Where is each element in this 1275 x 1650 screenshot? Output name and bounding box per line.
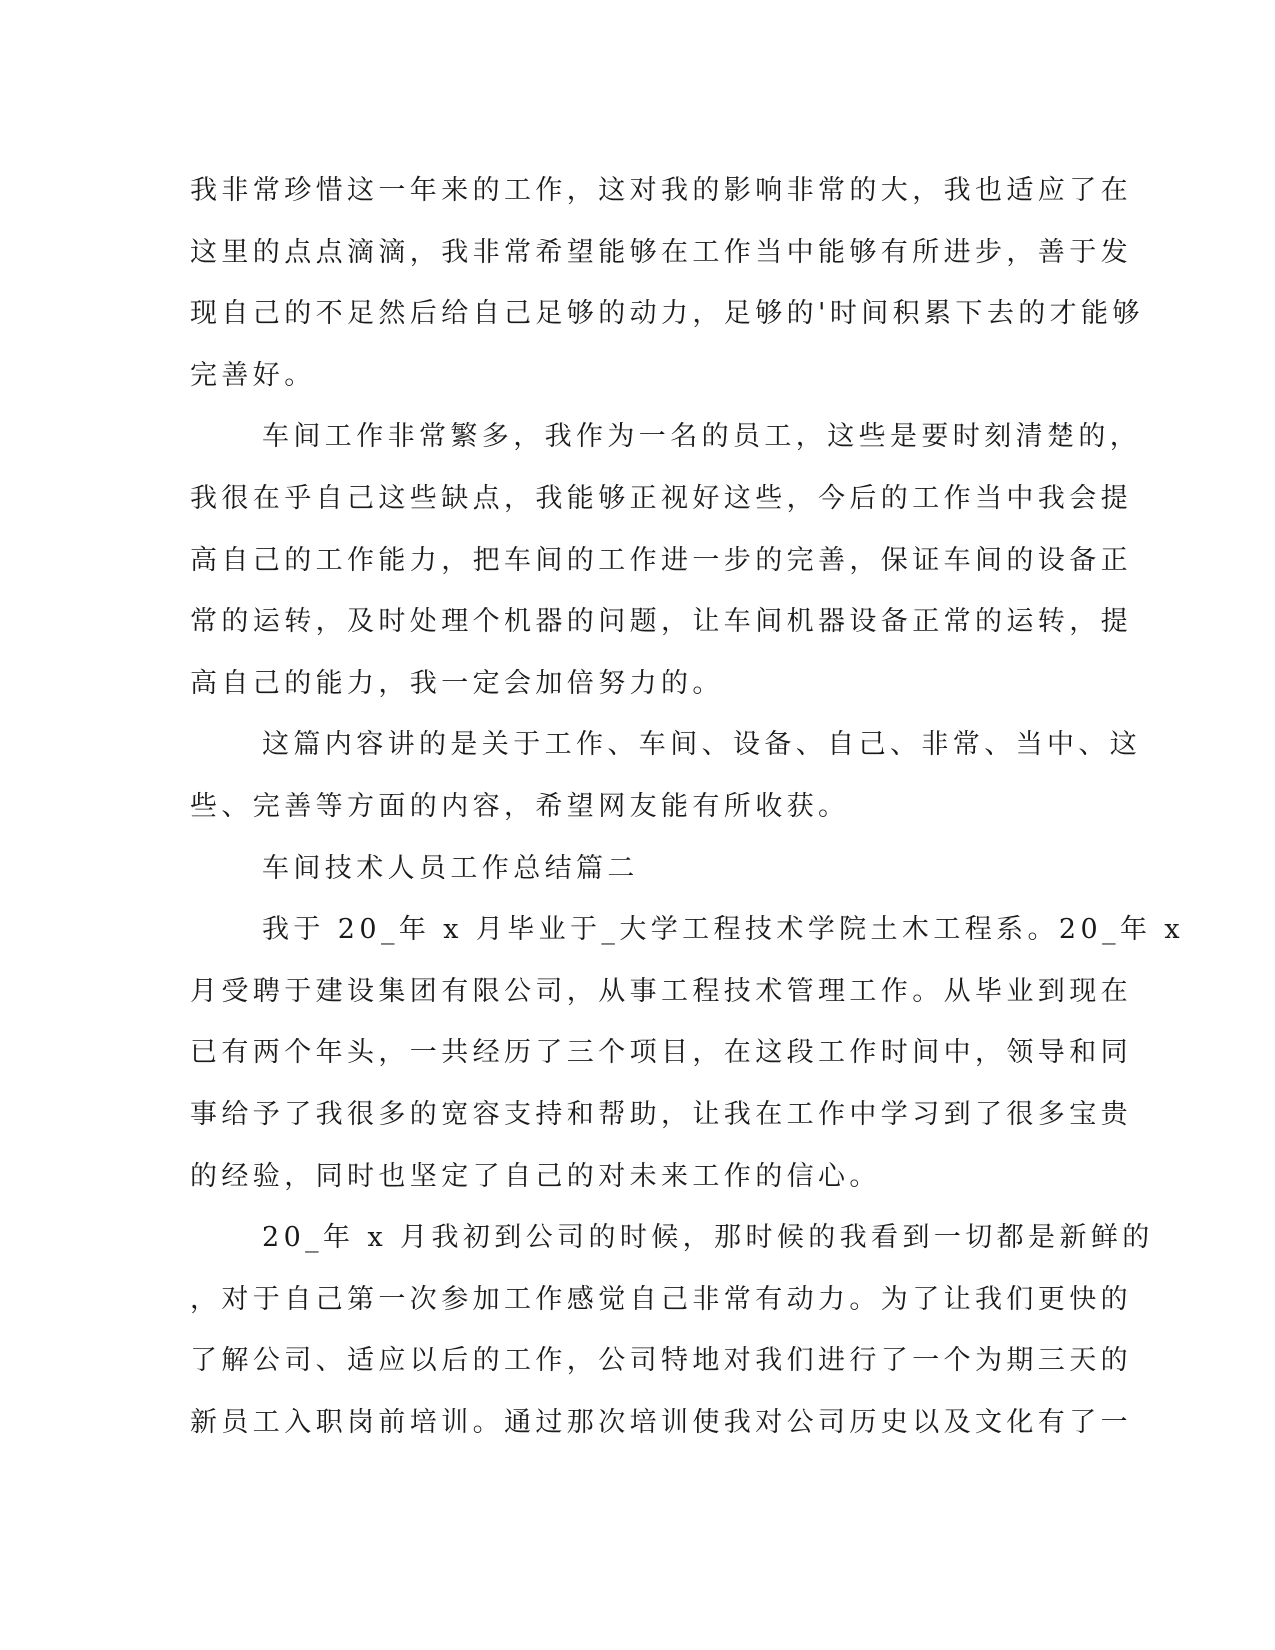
text-line: 事给予了我很多的宽容支持和帮助，让我在工作中学习到了很多宝贵 (190, 1098, 1132, 1130)
text-line: 已有两个年头，一共经历了三个项目，在这段工作时间中，领导和同 (190, 1037, 1132, 1069)
text-line: 高自己的能力，我一定会加倍努力的。 (190, 667, 724, 699)
text-line: 完善好。 (190, 359, 316, 391)
text-line: 这里的点点滴滴，我非常希望能够在工作当中能够有所进步，善于发 (190, 236, 1132, 268)
text-line: 新员工入职岗前培训。通过那次培训使我对公司历史以及文化有了一 (190, 1406, 1132, 1438)
text-line: 车间工作非常繁多，我作为一名的员工，这些是要时刻清楚的， (262, 421, 1142, 453)
text-line: 常的运转，及时处理个机器的问题，让车间机器设备正常的运转，提 (190, 606, 1132, 638)
text-line: 的经验，同时也坚定了自己的对未来工作的信心。 (190, 1160, 881, 1192)
text-line: 我非常珍惜这一年来的工作，这对我的影响非常的大，我也适应了在 (190, 175, 1132, 206)
text-line: 我于 20_年 x 月毕业于_大学工程技术学院土木工程系。20_年 x (262, 914, 1184, 946)
text-line: 些、完善等方面的内容，希望网友能有所收获。 (190, 790, 850, 822)
text-line: 这篇内容讲的是关于工作、车间、设备、自己、非常、当中、这 (262, 729, 1142, 761)
text-line: 我很在乎自己这些缺点，我能够正视好这些，今后的工作当中我会提 (190, 482, 1132, 514)
text-line: 了解公司、适应以后的工作，公司特地对我们进行了一个为期三天的 (190, 1345, 1132, 1377)
text-line: 现自己的不足然后给自己足够的动力，足够的'时间积累下去的才能够 (190, 298, 1144, 330)
text-line: 20_年 x 月我初到公司的时候，那时候的我看到一切都是新鲜的 (262, 1222, 1154, 1254)
section-heading: 车间技术人员工作总结篇二 (262, 852, 639, 884)
text-line: 高自己的工作能力，把车间的工作进一步的完善，保证车间的设备正 (190, 544, 1132, 576)
text-line: 月受聘于建设集团有限公司，从事工程技术管理工作。从毕业到现在 (190, 975, 1132, 1007)
text-line: ，对于自己第一次参加工作感觉自己非常有动力。为了让我们更快的 (190, 1283, 1132, 1315)
document-body (190, 160, 1184, 1453)
